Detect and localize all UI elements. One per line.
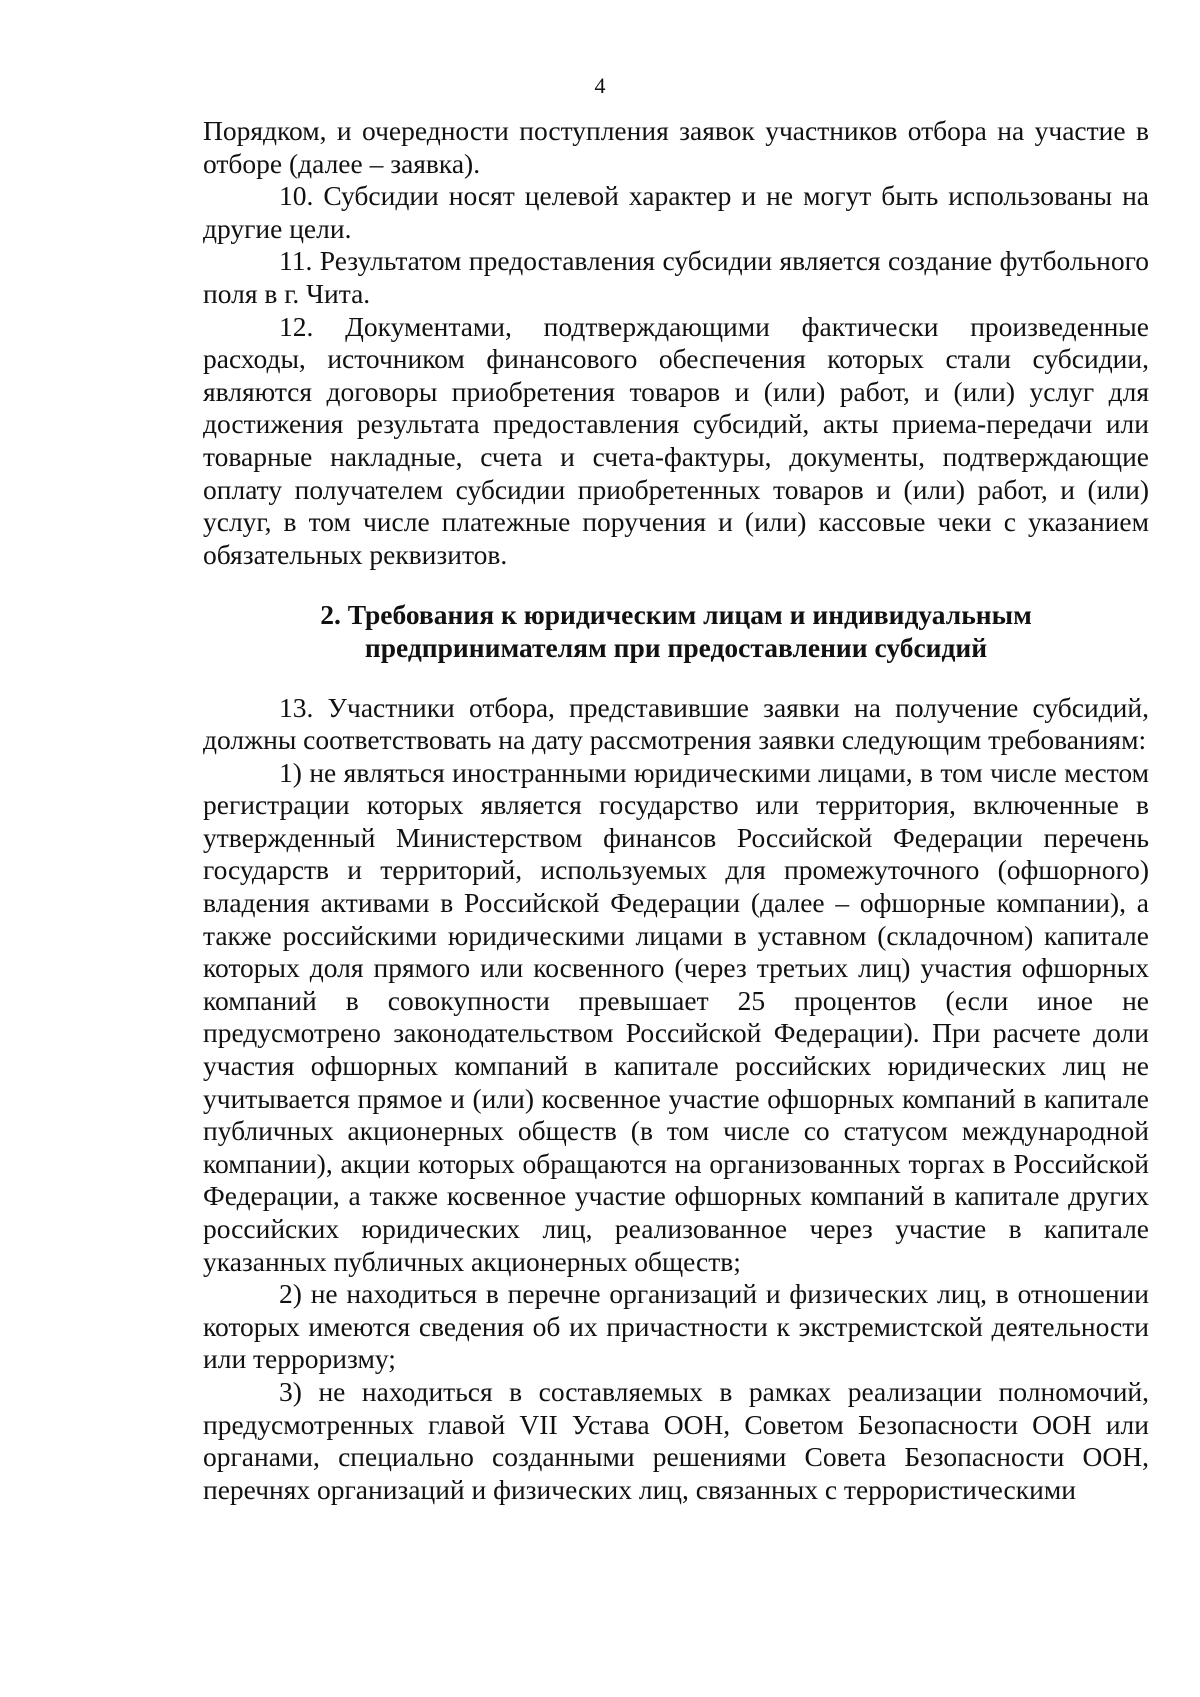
paragraph-item-10: 10. Субсидии носят целевой характер и не могут быть использованы на другие цели.: [203, 180, 1149, 244]
section-heading: [203, 599, 1149, 664]
paragraph-item-11: 11. Результатом предоставления субсидии является создание футбольного поля в г. Чита.: [203, 245, 1149, 309]
section-heading-line-2: предпринимателям при предоставлении субсидий: [364, 631, 988, 663]
requirement-item-2: 2) не находиться в перечне организаций и физических лиц, в отношении которых имеются сведения об их причастности к экстремистской деятельности или терроризму;: [203, 1278, 1149, 1375]
document-body: [203, 115, 1149, 1506]
paragraph-item-12: 12. Документами, подтверждающими фактически произведенные расходы, источником финансового обеспечения которых стали субсидии, являются договоры приобретения товаров и (или) работ, и (или) услуг для достижения результата предоставления субсидий, акты приема-передачи или товарные накладные, счета и счета-фактуры, документы, подтверждающие оплату получателем субсидии приобретенных товаров и (или) работ, и (или) услуг, в том числе платежные поручения и (или) кассовые чеки с указанием обязательных реквизитов.: [203, 310, 1149, 570]
requirement-item-1: 1) не являться иностранными юридическими лицами, в том числе местом регистрации которых является государство или территория, включенные в утвержденный Министерством финансов Российской Федерации перечень государств и территорий, используемых для промежуточного (офшорного) владения активами в Российской Федерации (далее – офшорные компании), а также российскими юридическими лицами в уставном (складочном) капитале которых доля прямого или косвенного (через третьих лиц) участия офшорных компаний в совокупности превышает 25 процентов (если иное не предусмотрено законодательством Российской Федерации). При расчете доли участия офшорных компаний в капитале российских юридических лиц не учитывается прямое и (или) косвенное участие офшорных компаний в капитале публичных акционерных обществ (в том числе со статусом международной компании), акции которых обращаются на организованных торгах в Российской Федерации, а также косвенное участие офшорных компаний в капитале других российских юридических лиц, реализованное через участие в капитале указанных публичных акционерных обществ;: [203, 756, 1149, 1277]
section-heading-line-1: 2. Требования к юридическим лицам и индивидуальным: [320, 599, 1032, 631]
paragraph-item-13: 13. Участники отбора, представившие заявки на получение субсидий, должны соответствовать на дату рассмотрения заявки следующим требованиям:: [203, 691, 1149, 756]
paragraph-continuation: Порядком, и очередности поступления заявок участников отбора на участие в отборе (далее – заявка).: [203, 115, 1149, 179]
requirement-item-3: 3) не находиться в составляемых в рамках реализации полномочий, предусмотренных главой VII Устава ООН, Советом Безопасности ООН или органами, специально созданными решениями Совета Безопасности ООН, перечнях организаций и физических лиц, связанных с террористическими: [203, 1375, 1149, 1505]
page-number: 4: [594, 73, 606, 98]
